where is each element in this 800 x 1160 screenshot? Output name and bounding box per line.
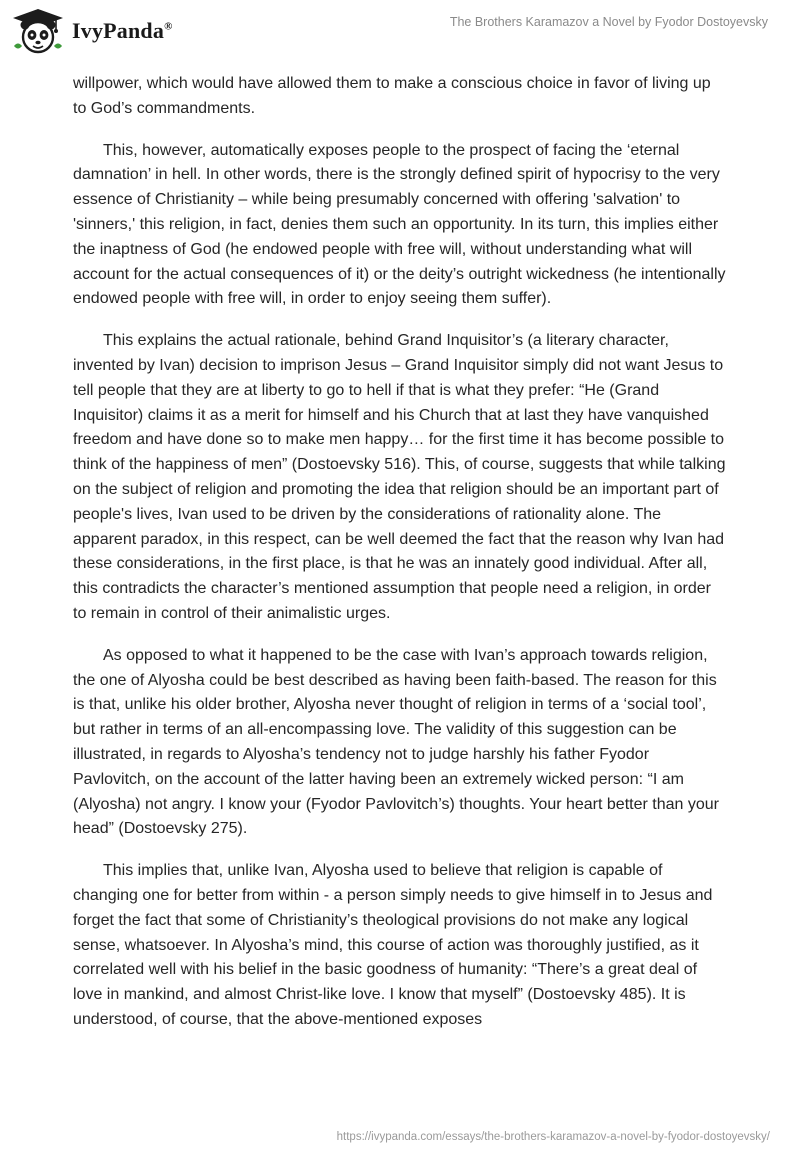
paragraph: willpower, which would have allowed them to make a conscious choice in favor of living up to God’s commandments. (73, 75, 711, 117)
paragraph: This explains the actual rationale, behind Grand Inquisitor’s (a literary character, invented by Ivan) decision to imprison Jesus – Grand Inquisitor simply did not want Jesus to tell people that they are at liberty to go to hell if that is what they prefer: “He (Grand Inquisitor) claims it as a merit for himself and his Church that at last they have vanquished freedom and have done so to make men happy… for the first time it has become possible to think of the happiness of men” (Dostoevsky 516). This, of course, suggests that while talking on the subject of religion and promoting the idea that religion should be an important part of people's lives, Ivan used to be driven by the considerations of rationality alone. The apparent paradox, in this respect, can be well deemed the fact that the reason why Ivan had these considerations, in the first place, is that he was an innately good individual. After all, this contradicts the character’s mentioned assumption that people need a religion, in order to remain in control of their animalistic urges. (73, 332, 726, 622)
paragraph: This implies that, unlike Ivan, Alyosha used to believe that religion is capable of changing one for better from within - a person simply needs to give himself in to Jesus and forget the fact that some of Christianity’s theological provisions do not make any logical sense, whatsoever. In Alyosha’s mind, this course of action was thoroughly justified, as it correlated well with his belief in the basic goodness of humanity: “There’s a great deal of love in mankind, and almost Christ-like love. I know that myself” (Dostoevsky 485). It is understood, of course, that the above-mentioned exposes (73, 862, 713, 1028)
document-title: The Brothers Karamazov a Novel by Fyodor Dostoyevsky (449, 15, 768, 29)
brand-name-text: IvyPanda (72, 18, 165, 43)
source-url-link[interactable]: https://ivypanda.com/essays/the-brothers-karamazov-a-novel-by-fyodor-dostoyevsky/ (336, 1131, 770, 1143)
essay-body (73, 72, 728, 1050)
panda-graduate-icon (12, 8, 64, 54)
brand-logo[interactable] (12, 8, 173, 54)
page-header (0, 0, 800, 60)
registered-mark: ® (164, 20, 173, 33)
brand-name (72, 18, 173, 44)
paragraph: This, however, automatically exposes people to the prospect of facing the ‘eternal damnation’ in hell. In other words, there is the strongly defined spirit of hypocrisy to the very essence of Christianity – while being presumably concerned with offering 'salvation' to 'sinners,' this religion, in fact, denies them such an opportunity. In its turn, this implies either the inaptness of God (he endowed people with free will, without understanding what will account for the actual consequences of it) or the deity’s outright wickedness (he intentionally endowed people with free will, in order to enjoy seeing them suffer). (73, 141, 726, 308)
paragraph: As opposed to what it happened to be the case with Ivan’s approach towards religion, the one of Alyosha could be best described as having been faith-based. The reason for this is that, unlike his older brother, Alyosha never thought of religion in terms of a ‘social tool’, but rather in terms of an all-encompassing love. The validity of this suggestion can be illustrated, in regards to Alyosha’s tendency not to judge harshly his father Fyodor Pavlovitch, on the account of the latter having been an extremely wicked person: “I am (Alyosha) not angry. I know your (Fyodor Pavlovitch’s) thoughts. Your heart better than your head” (Dostoevsky 275). (73, 646, 719, 838)
